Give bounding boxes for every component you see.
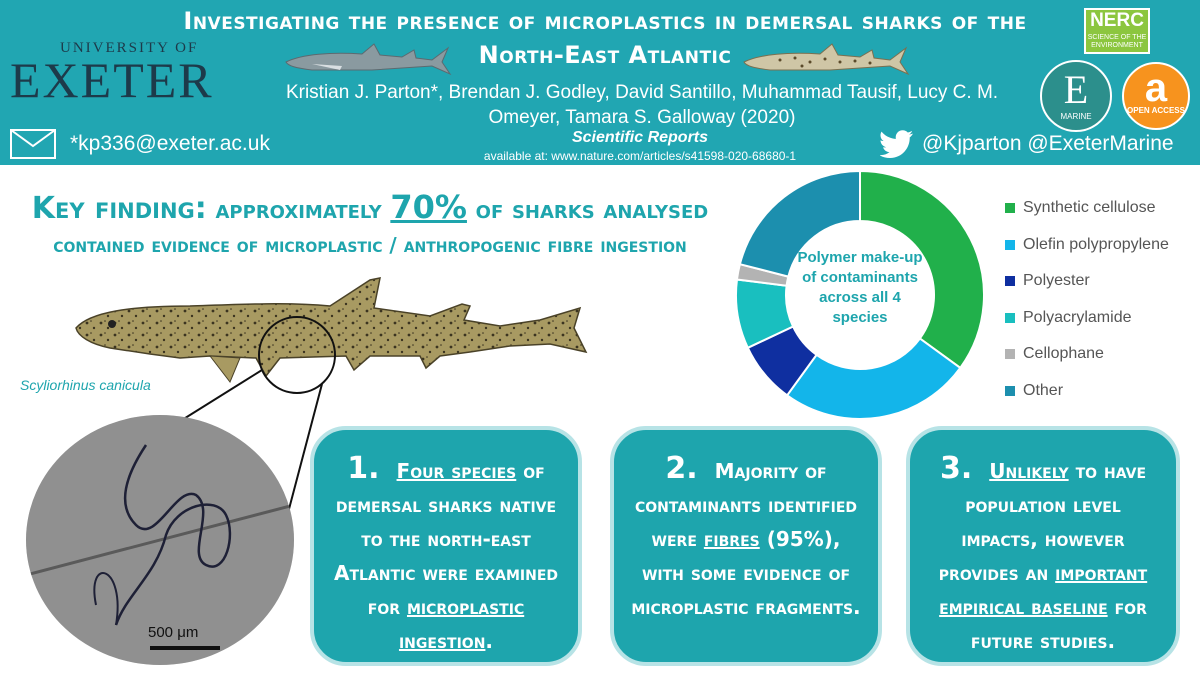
key-finding-percent: 70% [390, 188, 467, 226]
nerc-logo-text: NERC [1090, 10, 1144, 31]
species-label: Scyliorhinus canicula [20, 377, 151, 393]
email-address: *kp336@exeter.ac.uk [70, 132, 270, 155]
key-finding-post: of sharks analysed [475, 195, 709, 224]
article-link[interactable]: available at: www.nature.com/articles/s41598-020-68680-1 [483, 149, 797, 163]
exeter-marine-letter: E [1063, 67, 1089, 112]
key-finding-label: Key finding: [31, 191, 207, 226]
nerc-logo-subtext: SCIENCE OF THE ENVIRONMENT [1087, 34, 1147, 49]
title-line-2: North-East Atlantic [478, 41, 732, 69]
finding-1-end: . [485, 629, 494, 653]
twitter-handles: @Kjparton @ExeterMarine [922, 132, 1174, 155]
key-finding-pre: approximately [215, 195, 382, 224]
finding-3-number: 3. [939, 451, 973, 486]
finding-3-text: to have population level impacts, however provides an [938, 459, 1147, 585]
authors-line-2: Omeyer, Tamara S. Galloway (2020) [488, 107, 796, 128]
legend-label: Cellophane [1023, 345, 1104, 363]
authors-line-1: Kristian J. Parton*, Brendan J. Godley, David Santillo, Muhammad Tausif, Lucy C. M. [285, 82, 999, 103]
scale-bar-label: 500 μm [148, 624, 199, 641]
finding-box-3 [906, 426, 1180, 666]
finding-1-highlight-2: microplastic ingestion [398, 595, 525, 653]
scale-bar [150, 646, 220, 650]
finding-3-highlight: Unlikely [989, 459, 1069, 483]
finding-1-number: 1. [347, 451, 380, 486]
legend-label: Synthetic cellulose [1023, 199, 1156, 217]
donut-center-label: Polymer make-up of contaminants across all 4 species [797, 249, 923, 326]
finding-3-text-2: for future studies. [970, 595, 1147, 653]
journal-name: Scientific Reports [571, 129, 709, 146]
exeter-text: EXETER [10, 52, 214, 108]
finding-3-highlight-2: important empirical baseline [939, 561, 1148, 619]
finding-2-number: 2. [665, 451, 698, 486]
university-of-text: UNIVERSITY OF [60, 40, 199, 56]
title-line-1: Investigating the presence of microplastics in demersal sharks of the [183, 7, 1027, 35]
finding-box-2 [610, 426, 882, 666]
key-finding-line-2: contained evidence of microplastic / anthropogenic fibre ingestion [53, 233, 687, 257]
legend-label: Olefin polypropylene [1023, 235, 1169, 253]
finding-box-1 [310, 426, 582, 666]
exeter-marine-text: MARINE [1060, 112, 1092, 121]
finding-2-text-2: (95%), with some evidence of microplastic fragments. [631, 527, 861, 619]
legend-label: Other [1023, 381, 1064, 399]
finding-1-text: of demersal sharks native to the north-east Atlantic were examined for [333, 459, 559, 619]
finding-1-highlight: Four species [396, 459, 517, 483]
legend-label: Polyacrylamide [1023, 308, 1132, 326]
open-access-letter: a [1144, 66, 1168, 110]
legend-label: Polyester [1023, 272, 1090, 290]
finding-2-text: Majority of contaminants identified were [634, 459, 858, 551]
finding-2-highlight: fibres [703, 527, 760, 551]
open-access-text: OPEN ACCESS [1127, 106, 1185, 115]
